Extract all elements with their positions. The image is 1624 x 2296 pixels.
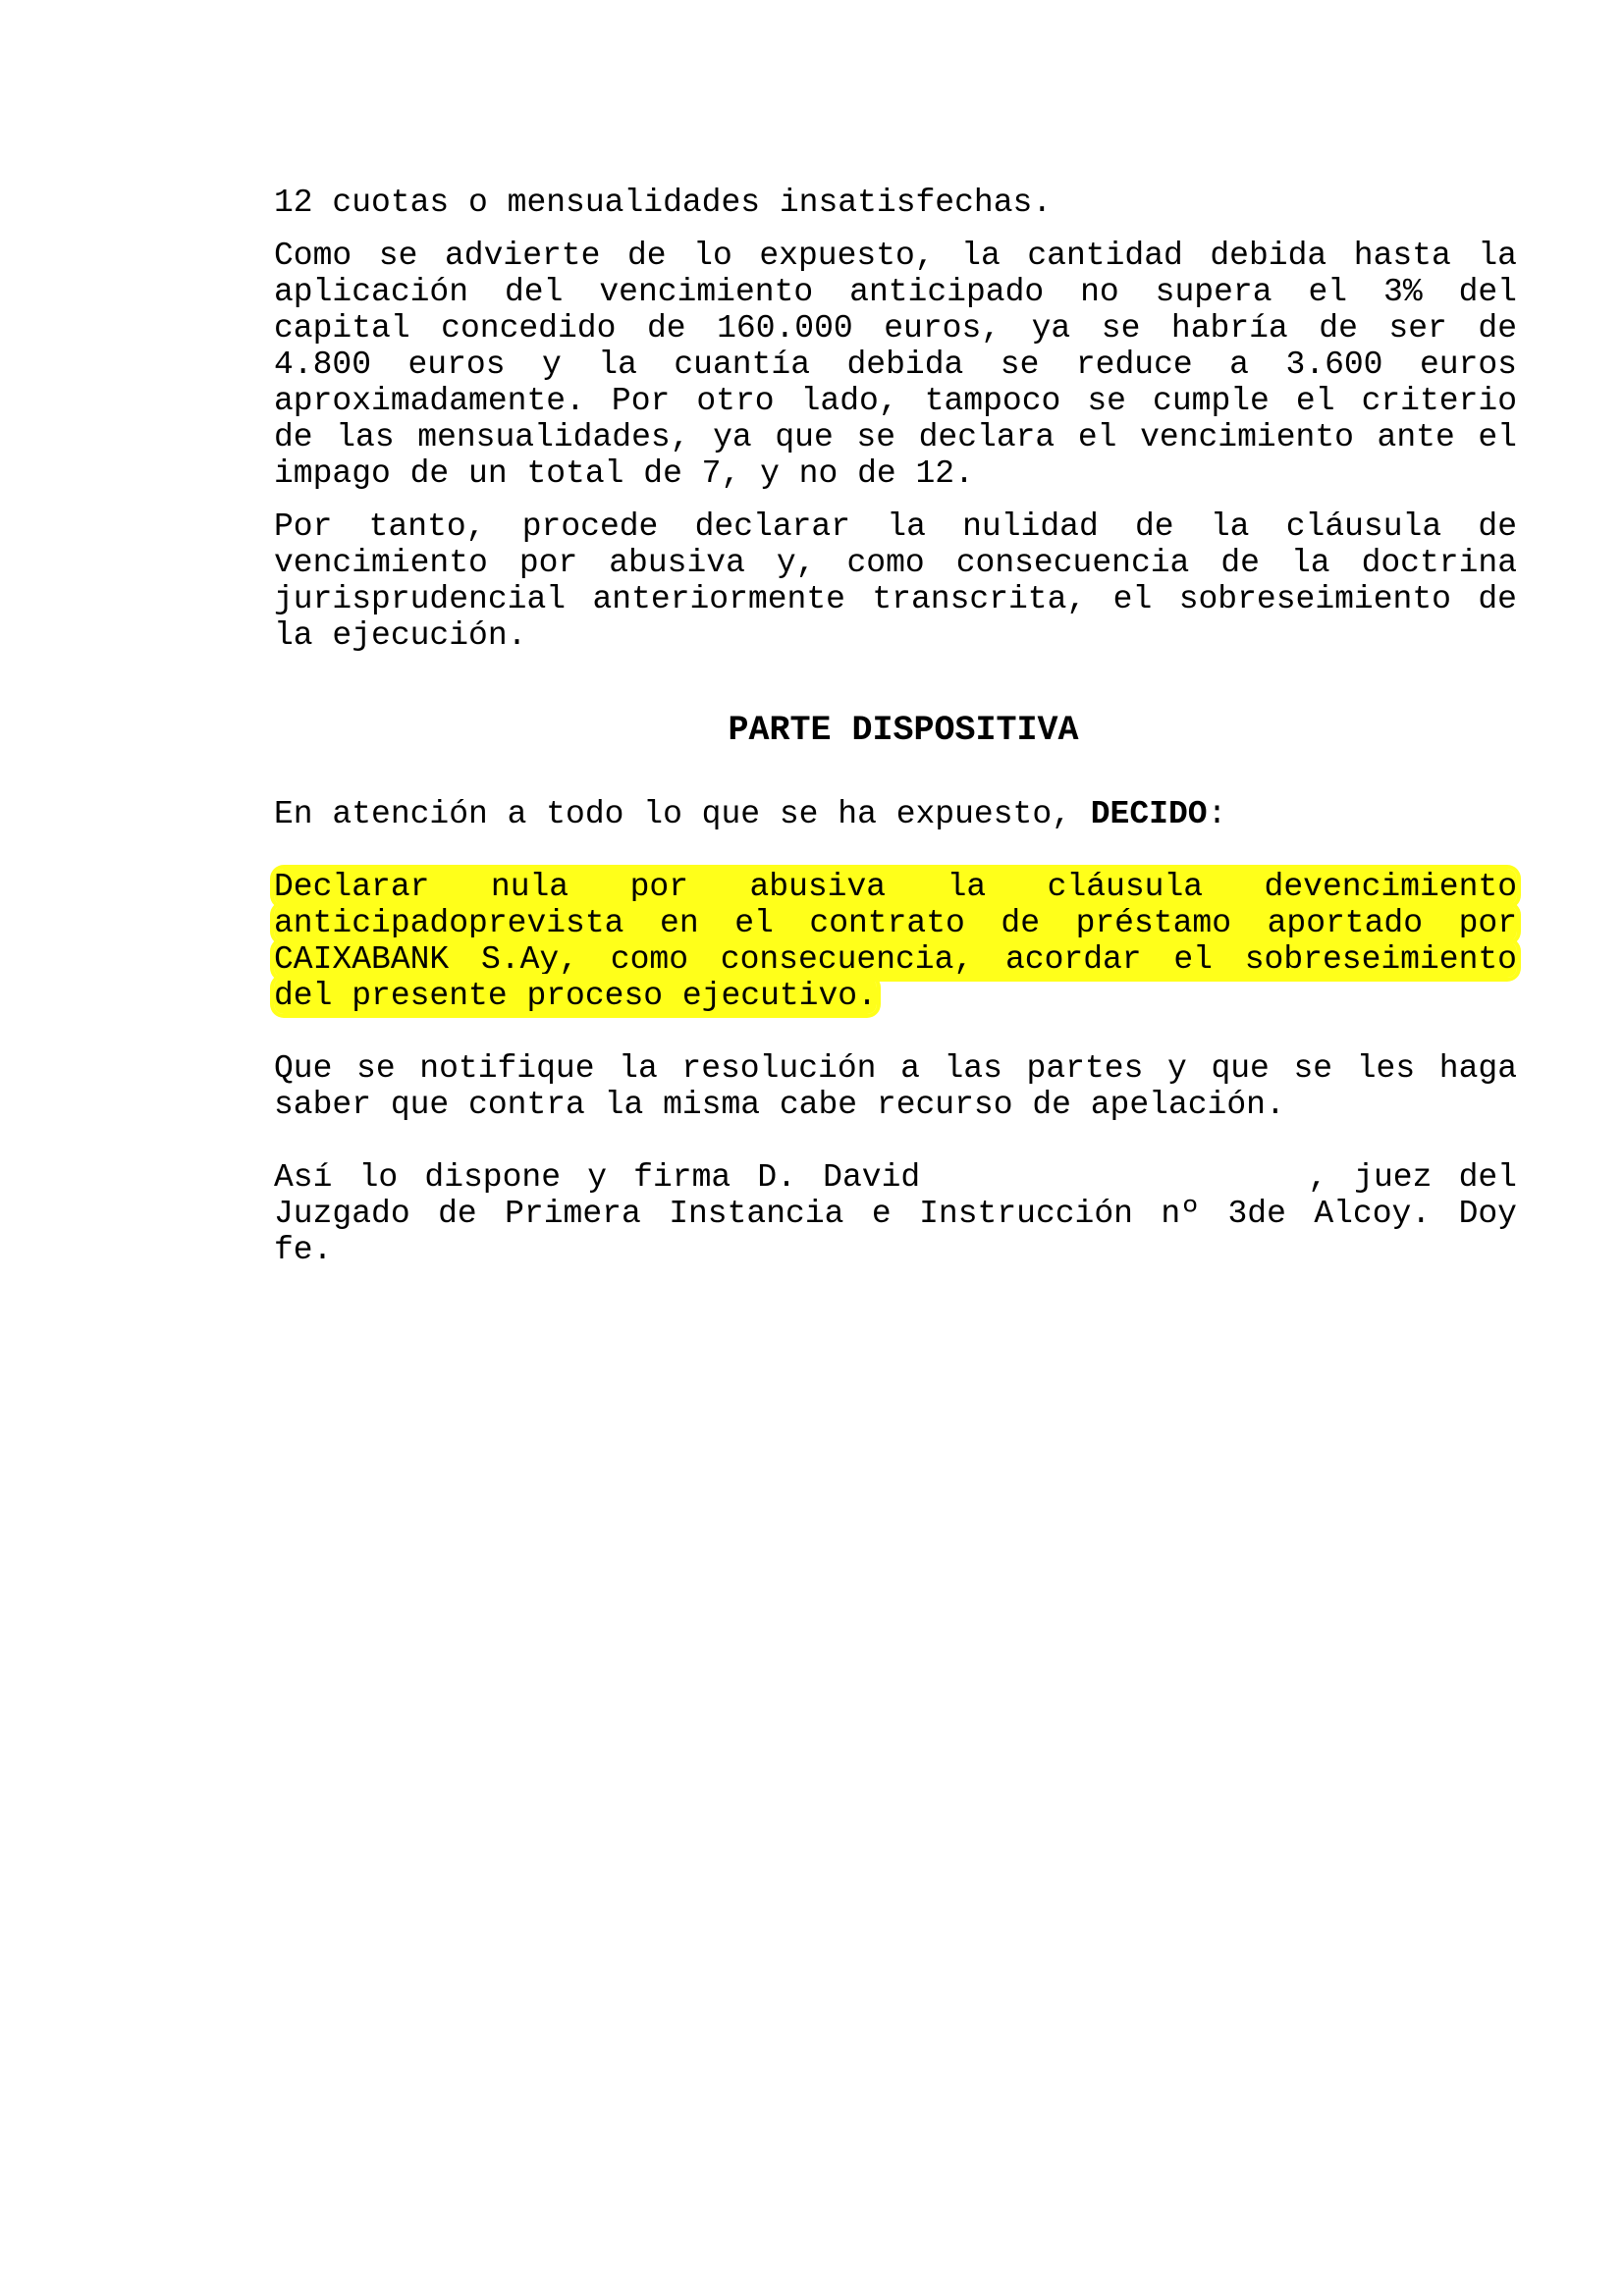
paragraph-continuation: 12 cuotas o mensualidades insatisfechas. <box>274 185 1053 221</box>
section-heading: PARTE DISPOSITIVA <box>728 711 1079 750</box>
paragraph-por-tanto: Por tanto, procede declarar la nulidad de la cláusula de vencimiento por abusiva y, como consecuencia de la doctrina jurisprudencial anteriormente transcrita, el sobreseimiento de la ejecución. <box>274 508 1517 654</box>
paragraph-signature <box>274 1159 1517 1268</box>
intro-decido: DECIDO <box>1090 796 1208 832</box>
document-body <box>274 185 1517 1268</box>
intro-colon: : <box>1207 796 1227 832</box>
paragraph-decision <box>274 869 1517 1014</box>
intro-text: En atención a todo lo que se ha expuesto, <box>274 796 1071 832</box>
paragraph-notification: Que se notifique la resolución a las partes y que se les haga saber que contra la misma cabe recurso de apelación. <box>274 1050 1517 1123</box>
highlighted-decision: Declarar nula por abusiva la cláusula devencimiento anticipadoprevista en el contrato de préstamo aportado por CAIXABANK S.Ay, como consecuencia, acordar el sobreseimiento del presente proceso ejecutivo. <box>274 869 1517 1014</box>
signature-text-start: Así lo dispone y firma D. David <box>274 1159 921 1196</box>
signature-text-end: , juez del Juzgado de Primera Instancia e Instrucción nº 3de Alcoy. Doy fe. <box>274 1159 1517 1268</box>
paragraph-expuesto: Como se advierte de lo expuesto, la cantidad debida hasta la aplicación del vencimiento anticipado no supera el 3% del capital concedido de 160.000 euros, ya se habría de ser de 4.800 euros y la cuantía debida se reduce a 3.600 euros aproximadamente. Por otro lado, tampoco se cumple el criterio de las mensualidades, ya que se declara el vencimiento ante el impago de un total de 7, y no de 12. <box>274 238 1517 492</box>
paragraph-intro <box>274 796 1517 832</box>
